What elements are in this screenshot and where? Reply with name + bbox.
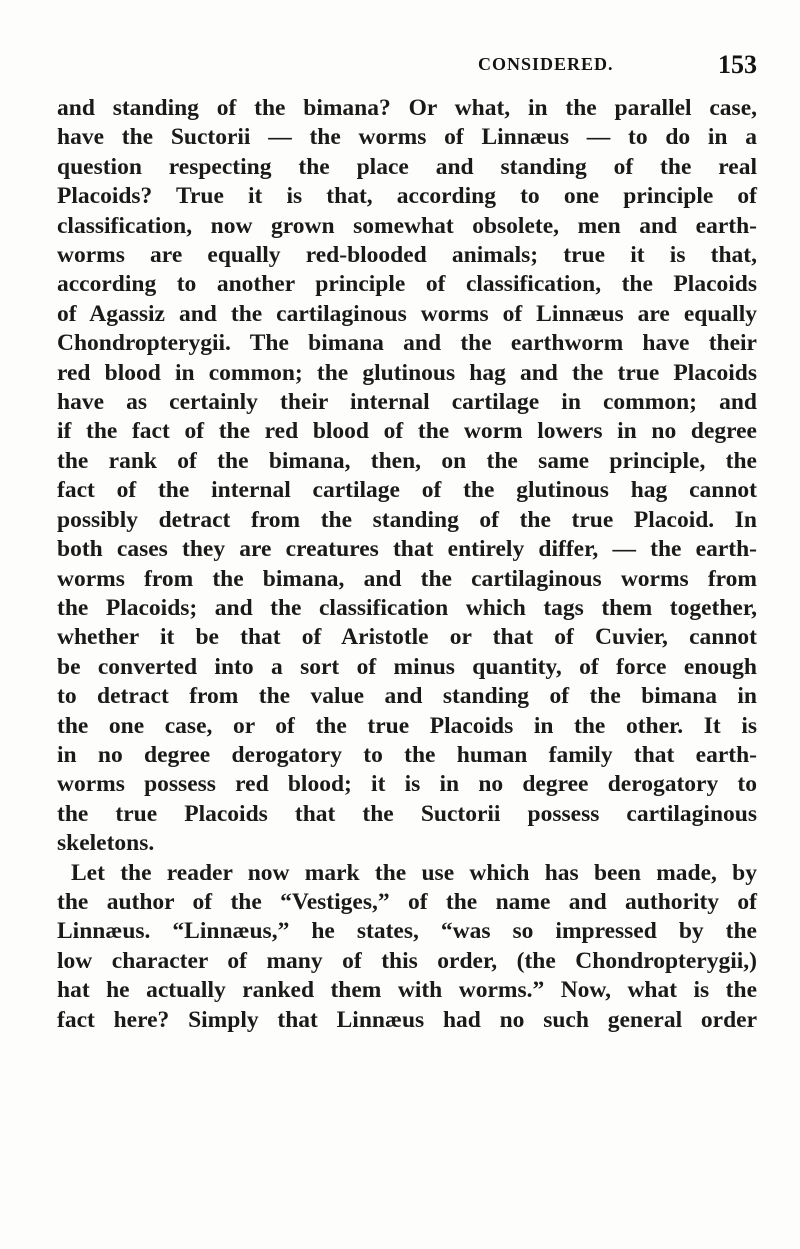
- text-line: classification, now grown somewhat obsolete, men and earth-: [57, 212, 757, 239]
- body-text: [57, 94, 757, 1035]
- text-line: Placoids? True it is that, according to one principle of: [57, 183, 757, 210]
- page-number: 153: [718, 50, 757, 79]
- text-line: in no degree derogatory to the human family that earth-: [57, 741, 757, 768]
- text-line: according to another principle of classification, the Placoids: [57, 271, 757, 298]
- text-line: Chondropterygii. The bimana and the earthworm have their: [57, 330, 757, 357]
- text-line: fact here? Simply that Linnæus had no such general order: [57, 1006, 757, 1033]
- text-line: to detract from the value and standing of the bimana in: [57, 683, 757, 710]
- text-line: the true Placoids that the Suctorii possess cartilaginous: [57, 800, 757, 827]
- text-line: and standing of the bimana? Or what, in the parallel case,: [57, 95, 757, 121]
- text-line: Let the reader now mark the use which has been made, by: [71, 859, 757, 886]
- text-line: have the Suctorii — the worms of Linnæus — to do in a: [57, 124, 757, 151]
- text-line: worms from the bimana, and the cartilaginous worms from: [57, 565, 757, 592]
- text-line: skeletons.: [57, 830, 155, 857]
- text-line: red blood in common; the glutinous hag and the true Placoids: [57, 359, 757, 386]
- text-line: worms possess red blood; it is in no degree derogatory to: [57, 771, 757, 798]
- text-line: of Agassiz and the cartilaginous worms of Linnæus are equally: [57, 300, 757, 327]
- running-title: CONSIDERED.: [478, 54, 614, 74]
- text-line: question respecting the place and standing of the real: [57, 153, 757, 180]
- paragraph-1: [57, 94, 757, 859]
- text-line: Linnæus. “Linnæus,” he states, “was so impressed by the: [57, 918, 757, 945]
- text-line: have as certainly their internal cartilage in common; and: [57, 389, 757, 416]
- paragraph-2: [57, 859, 757, 1035]
- text-line: be converted into a sort of minus quantity, of force enough: [57, 653, 757, 680]
- text-line: the rank of the bimana, then, on the same principle, the: [57, 447, 757, 474]
- text-line: fact of the internal cartilage of the glutinous hag cannot: [57, 477, 757, 504]
- text-line: whether it be that of Aristotle or that of Cuvier, cannot: [57, 624, 757, 651]
- text-line: the one case, or of the true Placoids in the other. It is: [57, 712, 757, 739]
- text-line: hat he actually ranked them with worms.” Now, what is the: [57, 977, 757, 1004]
- running-head: [0, 50, 800, 82]
- text-line: both cases they are creatures that entirely differ, — the earth-: [57, 536, 757, 563]
- text-line: the Placoids; and the classification which tags them together,: [57, 594, 757, 621]
- text-line: possibly detract from the standing of the true Placoid. In: [57, 506, 757, 533]
- text-line: the author of the “Vestiges,” of the name and authority of: [57, 888, 757, 915]
- text-line: if the fact of the red blood of the worm lowers in no degree: [57, 418, 757, 445]
- text-line: low character of many of this order, (the Chondropterygii,): [57, 947, 757, 974]
- text-line: worms are equally red-blooded animals; true it is that,: [57, 242, 757, 269]
